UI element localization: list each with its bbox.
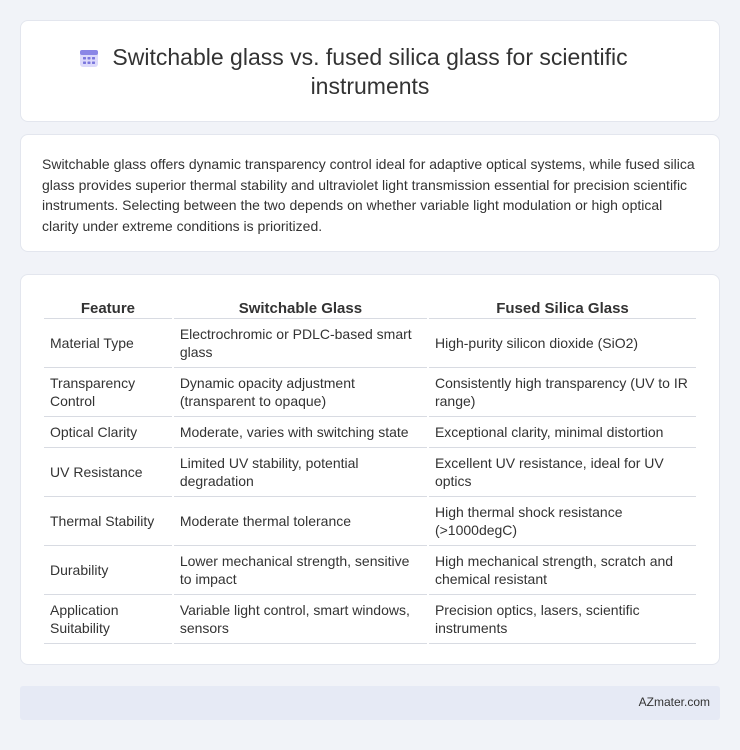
fused-silica-cell: Consistently high transparency (UV to IR range) (429, 368, 696, 417)
feature-cell: Thermal Stability (44, 497, 172, 546)
title-card (20, 20, 720, 122)
fused-silica-cell: Excellent UV resistance, ideal for UV optics (429, 448, 696, 497)
switchable-cell: Moderate thermal tolerance (174, 497, 427, 546)
table-row (44, 497, 696, 546)
fused-silica-cell: Precision optics, lasers, scientific instruments (429, 595, 696, 644)
feature-cell: Durability (44, 546, 172, 595)
comparison-card (20, 274, 720, 665)
table-row (44, 595, 696, 644)
fused-silica-cell: High mechanical strength, scratch and chemical resistant (429, 546, 696, 595)
feature-cell: UV Resistance (44, 448, 172, 497)
table-row (44, 417, 696, 448)
switchable-cell: Dynamic opacity adjustment (transparent to opaque) (174, 368, 427, 417)
header-fused-silica-glass: Fused Silica Glass (429, 295, 696, 319)
fused-silica-cell: High thermal shock resistance (>1000degC) (429, 497, 696, 546)
feature-cell: Material Type (44, 319, 172, 368)
switchable-cell: Electrochromic or PDLC-based smart glass (174, 319, 427, 368)
header-feature: Feature (44, 295, 172, 319)
comparison-table (42, 295, 698, 644)
table-row (44, 319, 696, 368)
page-title: Switchable glass vs. fused silica glass for scientific instruments (112, 44, 628, 99)
header-switchable-glass: Switchable Glass (174, 295, 427, 319)
table-row (44, 448, 696, 497)
intro-paragraph: Switchable glass offers dynamic transparency control ideal for adaptive optical systems, while fused silica glass provides superior thermal stability and ultraviolet light transmission essential for precision scientific instruments. Selecting between the two depends on whether variable light modulation or high optical clarity under extreme conditions is prioritized. (42, 156, 695, 234)
feature-cell: Application Suitability (44, 595, 172, 644)
title-wrap (21, 43, 719, 101)
intro-card (20, 134, 720, 252)
switchable-cell: Lower mechanical strength, sensitive to impact (174, 546, 427, 595)
footer-brand[interactable]: AZmater.com (638, 695, 710, 709)
table-row (44, 546, 696, 595)
table-row (44, 368, 696, 417)
table-header-row (44, 295, 696, 319)
footer-bar (20, 686, 720, 720)
feature-cell: Optical Clarity (44, 417, 172, 448)
feature-cell: Transparency Control (44, 368, 172, 417)
calendar-icon (78, 47, 100, 69)
switchable-cell: Moderate, varies with switching state (174, 417, 427, 448)
fused-silica-cell: Exceptional clarity, minimal distortion (429, 417, 696, 448)
switchable-cell: Limited UV stability, potential degradation (174, 448, 427, 497)
fused-silica-cell: High-purity silicon dioxide (SiO2) (429, 319, 696, 368)
switchable-cell: Variable light control, smart windows, sensors (174, 595, 427, 644)
